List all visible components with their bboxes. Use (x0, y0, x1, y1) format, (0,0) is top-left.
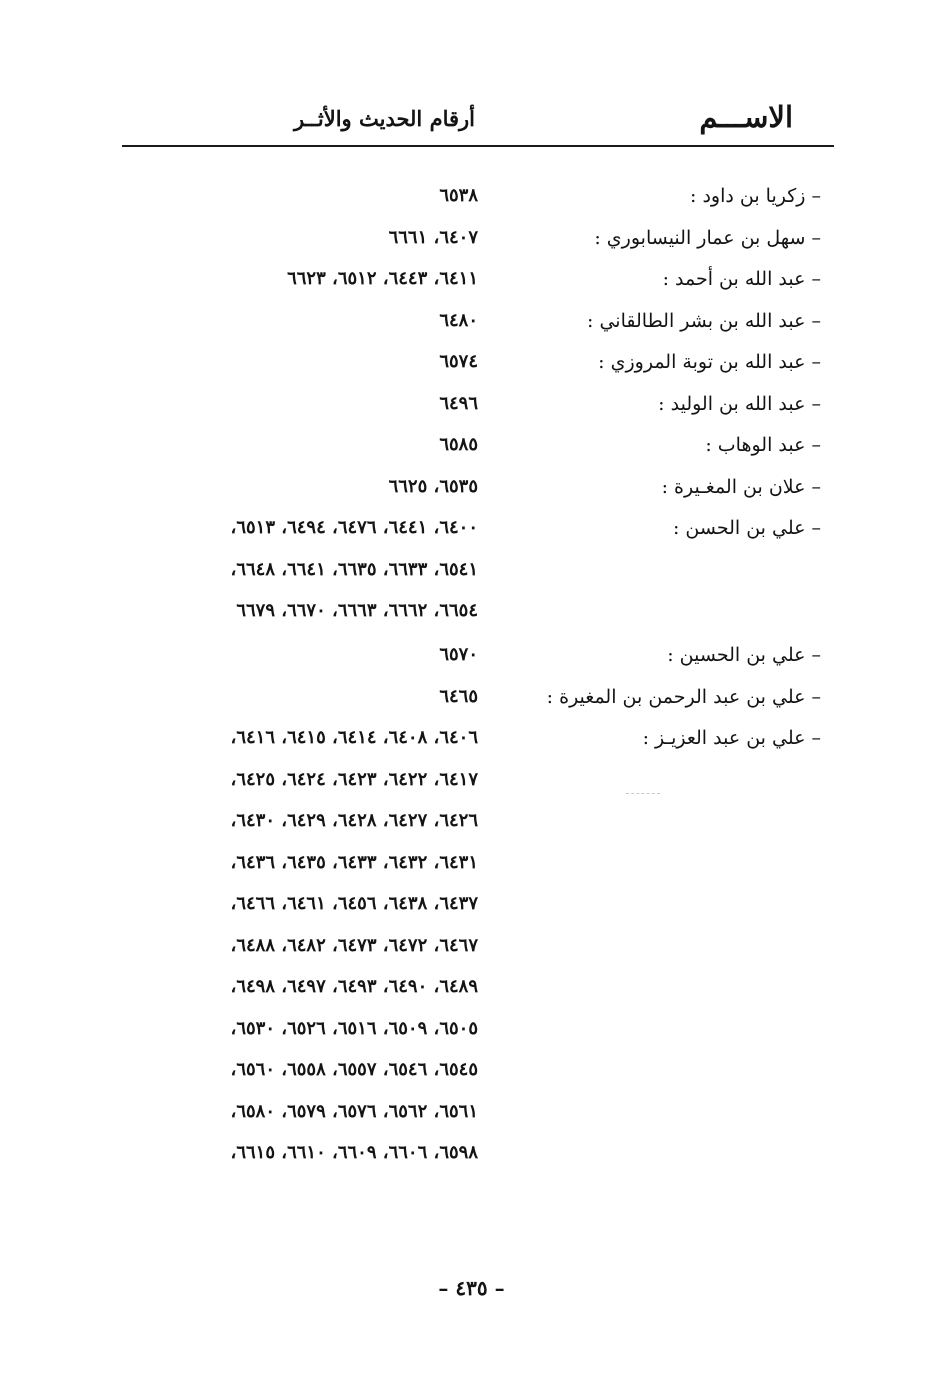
entry-name: – عبد الوهاب : (705, 434, 821, 456)
entry-numbers-line: ٦٥٧٠ (439, 644, 478, 666)
entry-numbers-line: ٦٥٧٤ (439, 351, 478, 372)
entry-numbers-line: ٦٤١٧، ٦٤٢٢، ٦٤٢٣، ٦٤٢٤، ٦٤٢٥، (230, 768, 478, 790)
entry-numbers-line: ٦٥٦١، ٦٥٦٢، ٦٥٧٦، ٦٥٧٩، ٦٥٨٠، (230, 1100, 478, 1122)
name-column-header: الاســـم (699, 100, 793, 134)
entry-numbers-line: ٦٦٥٤، ٦٦٦٢، ٦٦٦٣، ٦٦٧٠، ٦٦٧٩ (236, 600, 478, 621)
entry-numbers-line: ٦٤٠٧، ٦٦٦١ (388, 226, 478, 248)
page-number: – ٤٣٥ – (438, 1276, 505, 1300)
entry-numbers-line: ٦٤١١، ٦٤٤٣، ٦٥١٢، ٦٦٢٣ (287, 268, 478, 289)
entry-numbers-line: ٦٥٣٥، ٦٦٢٥ (388, 475, 478, 497)
entry-name: – عبد الله بن بشر الطالقاني : (587, 309, 821, 332)
entry-name: – علي بن الحسين : (667, 644, 821, 667)
entry-name: – عبد الله بن توبة المروزي : (598, 351, 821, 373)
entry-numbers-line: ٦٥٤١، ٦٦٣٣، ٦٦٣٥، ٦٦٤١، ٦٦٤٨، (230, 558, 478, 580)
entry-numbers-line: ٦٥٠٥، ٦٥٠٩، ٦٥١٦، ٦٥٢٦، ٦٥٣٠، (230, 1017, 478, 1039)
entry-numbers-line: ٦٤٩٦ (439, 392, 478, 414)
entry-name: – علي بن عبد الرحمن بن المغيرة : (546, 685, 821, 708)
entry-name: – علي بن الحسن : (672, 517, 821, 539)
entry-name: – عبد الله بن أحمد : (662, 268, 821, 290)
entry-numbers-line: ٦٥٤٥، ٦٥٤٦، ٦٥٥٧، ٦٥٥٨، ٦٥٦٠، (230, 1059, 478, 1081)
entry-numbers-line: ٦٤٣٧، ٦٤٣٨، ٦٤٥٦، ٦٤٦١، ٦٤٦٦، (230, 893, 478, 915)
entry-name: – علي بن عبد العزيـز : (642, 727, 821, 750)
entry-numbers-line: ٦٤٣١، ٦٤٣٢، ٦٤٣٣، ٦٤٣٥، ٦٤٣٦، (230, 851, 478, 873)
entry-numbers-line: ٦٥٩٨، ٦٦٠٦، ٦٦٠٩، ٦٦١٠، ٦٦١٥، (230, 1142, 478, 1164)
numbers-column-header: أرقام الحديث والأثــر (293, 106, 475, 131)
entry-numbers-line: ٦٤٨٠ (439, 309, 478, 331)
entry-numbers-line: ٦٤٠٦، ٦٤٠٨، ٦٤١٤، ٦٤١٥، ٦٤١٦، (230, 727, 478, 749)
entry-name: – علان بن المغـيرة : (661, 475, 821, 498)
entry-numbers-line: ٦٥٨٥ (439, 434, 478, 455)
faint-mark (626, 793, 660, 794)
entry-numbers-line: ٦٥٣٨ (439, 185, 478, 206)
entry-name: – زكريا بن داود : (690, 185, 821, 207)
entry-numbers-line: ٦٤٨٩، ٦٤٩٠، ٦٤٩٣، ٦٤٩٧، ٦٤٩٨، (230, 976, 478, 998)
entry-name: – سهل بن عمار النيسابوري : (594, 226, 821, 249)
entry-numbers-line: ٦٤٠٠، ٦٤٤١، ٦٤٧٦، ٦٤٩٤، ٦٥١٣، (230, 517, 478, 538)
entry-numbers-line: ٦٤٦٥ (439, 685, 478, 707)
entry-name: – عبد الله بن الوليد : (658, 392, 821, 415)
entry-numbers-line: ٦٤٦٧، ٦٤٧٢، ٦٤٧٣، ٦٤٨٢، ٦٤٨٨، (230, 934, 478, 956)
entry-numbers-line: ٦٤٢٦، ٦٤٢٧، ٦٤٢٨، ٦٤٢٩، ٦٤٣٠، (230, 810, 478, 832)
